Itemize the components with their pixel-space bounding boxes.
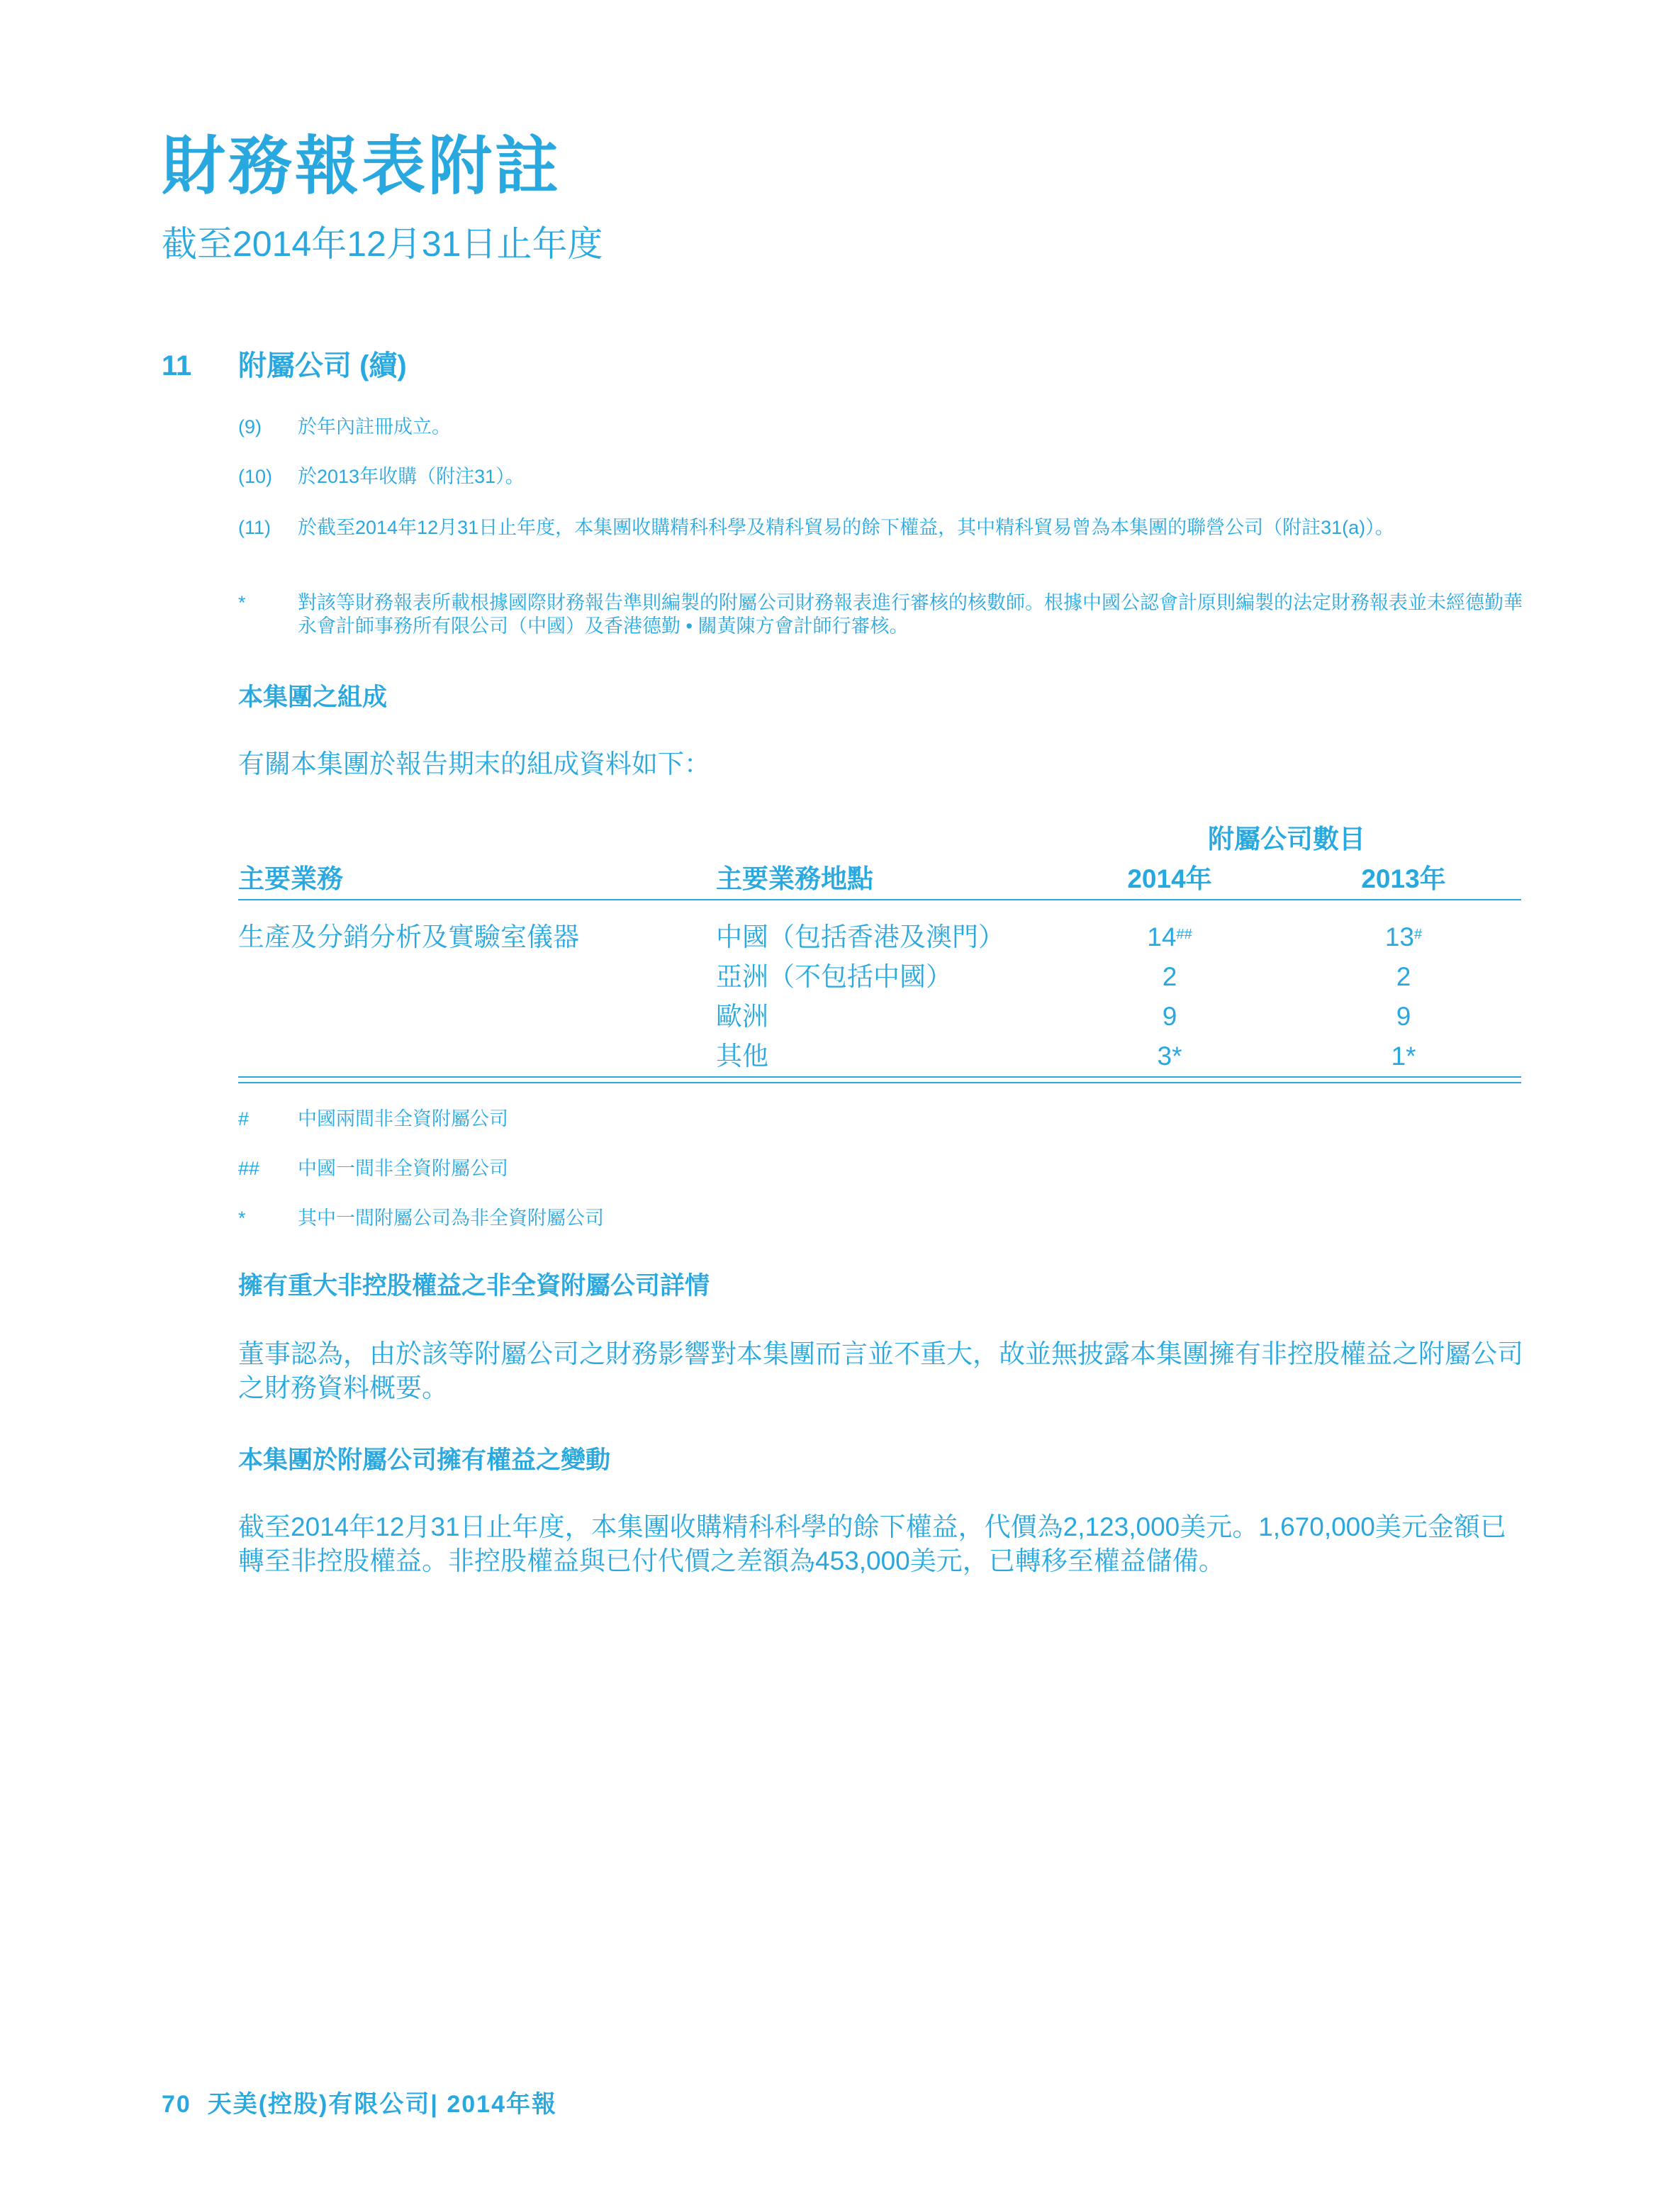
table-value-2013: 1* <box>1391 1042 1416 1071</box>
footnote-mark: ## <box>238 1158 260 1179</box>
footnote-mark: * <box>238 1207 246 1229</box>
footnote-text: 其中一間附屬公司為非全資附屬公司 <box>298 1207 604 1229</box>
section-number: 11 <box>162 350 192 381</box>
footnote-mark: # <box>238 1108 250 1129</box>
note-text: 於截至2014年12月31日止年度，本集團收購精科科學及精科貿易的餘下權益，其中精科貿易曾為本集團的聯營公司（附註31(a)）。 <box>298 517 1394 538</box>
table-bottom-rule <box>238 1082 1521 1083</box>
note-mark: (10) <box>238 466 273 487</box>
table-header-business: 主要業務 <box>238 864 343 893</box>
table-location: 中國（包括香港及澳門） <box>716 922 1004 951</box>
table-header-location: 主要業務地點 <box>716 864 873 893</box>
nci-heading: 擁有重大非控股權益之非全資附屬公司詳情 <box>238 1272 710 1300</box>
table-location: 其他 <box>716 1042 768 1071</box>
changes-paragraph: 截至2014年12月31日止年度，本集團收購精科科學的餘下權益，代價為2,123,000美元。1,670,000美元金額已轉至非控股權益。非控股權益與已付代價之差額為453,000美元，已轉移至權益儲備。 <box>238 1512 1506 1575</box>
table-business: 生產及分銷分析及實驗室儀器 <box>238 922 579 951</box>
table-value-2014: 3* <box>1157 1042 1182 1071</box>
table-value-2014: 2 <box>1162 962 1177 991</box>
note-mark: (11) <box>238 517 271 538</box>
table-value-2014: 9 <box>1162 1002 1177 1031</box>
note-mark: (9) <box>238 416 262 437</box>
page-footer <box>162 2089 557 2120</box>
table-header-2014: 2014年 <box>1127 864 1212 893</box>
section-title: 附屬公司 (續) <box>238 350 407 381</box>
note-mark: * <box>238 592 246 613</box>
footnote-text: 中國一間非全資附屬公司 <box>298 1158 508 1179</box>
note-text: 於2013年收購（附注31）。 <box>298 466 525 487</box>
table-location: 歐洲 <box>716 1002 768 1031</box>
nci-paragraph: 董事認為，由於該等附屬公司之財務影響對本集團而言並不重大，故並無披露本集團擁有非控股權益之附屬公司之財務資料概要。 <box>238 1339 1523 1402</box>
table-value-2013: 13# <box>1384 922 1423 951</box>
page-subtitle: 截至2014年12月31日止年度 <box>162 224 603 264</box>
footnote-text: 中國兩間非全資附屬公司 <box>298 1108 508 1129</box>
table-location: 亞洲（不包括中國） <box>716 962 952 991</box>
composition-intro: 有關本集團於報告期末的組成資料如下： <box>238 749 710 778</box>
composition-heading: 本集團之組成 <box>238 683 388 711</box>
table-value-2013: 9 <box>1396 1002 1411 1031</box>
table-value-2014: 14## <box>1147 922 1192 951</box>
table-value-2013: 2 <box>1396 962 1411 991</box>
footnote-marker: ## <box>1176 927 1192 942</box>
table-header-rule <box>238 899 1521 900</box>
page-title: 財務報表附註 <box>162 131 561 202</box>
footnote-marker: # <box>1414 927 1423 942</box>
note-text: 對該等財務報表所載根據國際財務報告準則編製的附屬公司財務報表進行審核的核數師。根據中國公認會計原則編製的法定財務報表並未經德勤華永會計師事務所有限公司（中國）及香港德勤 • 關黃陳方會計師行審核。 <box>298 592 1523 637</box>
changes-heading: 本集團於附屬公司擁有權益之變動 <box>238 1446 611 1474</box>
note-text: 於年內註冊成立。 <box>298 416 451 437</box>
page-number: 70 <box>162 2091 191 2118</box>
table-header-2013: 2013年 <box>1361 864 1446 893</box>
table-bottom-rule <box>238 1076 1521 1078</box>
footer-text: 天美(控股)有限公司| 2014年報 <box>207 2091 557 2118</box>
table-group-header: 附屬公司數目 <box>1208 825 1365 854</box>
